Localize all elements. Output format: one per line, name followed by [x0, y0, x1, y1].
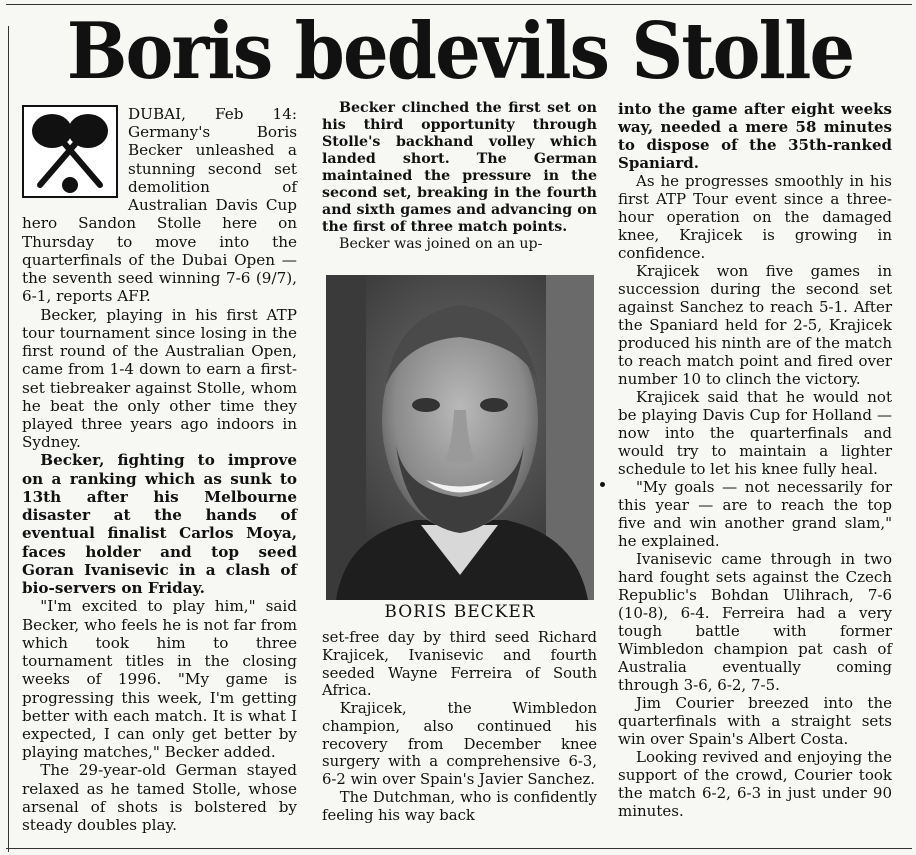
- tennis-rackets-icon: [22, 105, 118, 198]
- paragraph: Becker was joined on an up-: [339, 236, 543, 253]
- column-2-continued: [322, 629, 597, 824]
- paragraph: Looking revived and enjoying the support of the crowd, Courier took the match 6-2, 6-3 in just under 90 minutes.: [618, 748, 892, 820]
- paragraph: Becker, fighting to improve on a ranking which as sunk to 13th after his Melbourne disaster at the hands of eventual finalist Carlos Moya, faces holder and top seed Goran Ivanisevic in a clash of bio-servers on Friday.: [22, 451, 297, 598]
- paragraph: "I'm excited to play him," said Becker, who feels he is not far from which took him to three tournament titles in the closing weeks of 1996. "My game is progressing this week, I'm getting better with each match. It is what I expected, I can only get better by playing matches," Becker added.: [22, 597, 297, 762]
- paragraph: "My goals — not necessarily for this year — are to reach the top five and win another grand slam," he explained.: [618, 478, 892, 550]
- paragraph: Becker clinched the first set on his third opportunity through Stolle's backhand volley which landed short. The German maintained the pressure in the second set, breaking in the fourth and sixth games and advancing on the first of three match points.: [322, 100, 597, 236]
- column-1: [22, 105, 297, 834]
- column-2: [322, 100, 597, 253]
- paragraph: Becker, playing in his first ATP tour tournament since losing in the first round of the Australian Open, came from 1-4 down to earn a first-set tiebreaker against Stolle, whom he beat the only other time they played three years ago indoors in Sydney.: [22, 305, 297, 452]
- paragraph: set-free day by third seed Richard Krajicek, Ivanisevic and fourth seeded Wayne Ferreira of South Africa.: [322, 629, 597, 700]
- paragraph: Krajicek, the Wimbledon champion, also continued his recovery from December knee surgery with a comprehensive 6-3, 6-2 win over Spain's Javier Sanchez.: [322, 700, 597, 789]
- paragraph: Krajicek won five games in succession during the second set against Sanchez to reach 5-1. After the Spaniard held for 2-5, Krajicek produced his ninth are of the match to reach match point and fired over number 10 to clinch the victory.: [618, 262, 892, 388]
- paragraph: The Dutchman, who is confidently feeling his way back: [322, 788, 597, 824]
- left-rule: [8, 26, 9, 852]
- paragraph: Krajicek said that he would not be playing Davis Cup for Holland — now into the quarterfinals and would try to maintain a lighter schedule to let his knee fully heal.: [618, 388, 892, 478]
- paragraph: As he progresses smoothly in his first ATP Tour event since a three-hour operation on the damaged knee, Krajicek is growing in confidence.: [618, 172, 892, 262]
- player-photo: [326, 275, 594, 600]
- headline: Boris bedevils Stolle: [66, 6, 854, 97]
- bullet-dot: [600, 482, 605, 487]
- paragraph: Jim Courier breezed into the quarterfinals with a straight sets win over Spain's Albert Costa.: [618, 694, 892, 748]
- paragraph: Ivanisevic came through in two hard fought sets against the Czech Republic's Bohdan Ulihrach, 7-6 (10-8), 6-4. Ferreira had a very tough battle with former Wimbledon champion pat cash of Australia eventually coming through 3-6, 6-2, 7-5.: [618, 550, 892, 694]
- column-3: [618, 100, 892, 820]
- paragraph: The 29-year-old German stayed relaxed as he tamed Stolle, whose arsenal of shots is bolstered by steady doubles play.: [22, 761, 297, 835]
- paragraph: into the game after eight weeks way, needed a mere 58 minutes to dispose of the 35th-ranked Spaniard.: [618, 100, 892, 172]
- photo-caption: BORIS BECKER: [384, 602, 536, 622]
- bottom-rule: [6, 848, 912, 849]
- paragraph: DUBAI, Feb 14: Germany's Boris Becker unleashed a stunning second set demolition of Australian Davis Cup hero Sandon Stolle here on Thursday to move into the quarterfinals of the Dubai Open — the seventh seed winning 7-6 (9/7), 6-1, reports AFP.: [22, 105, 297, 306]
